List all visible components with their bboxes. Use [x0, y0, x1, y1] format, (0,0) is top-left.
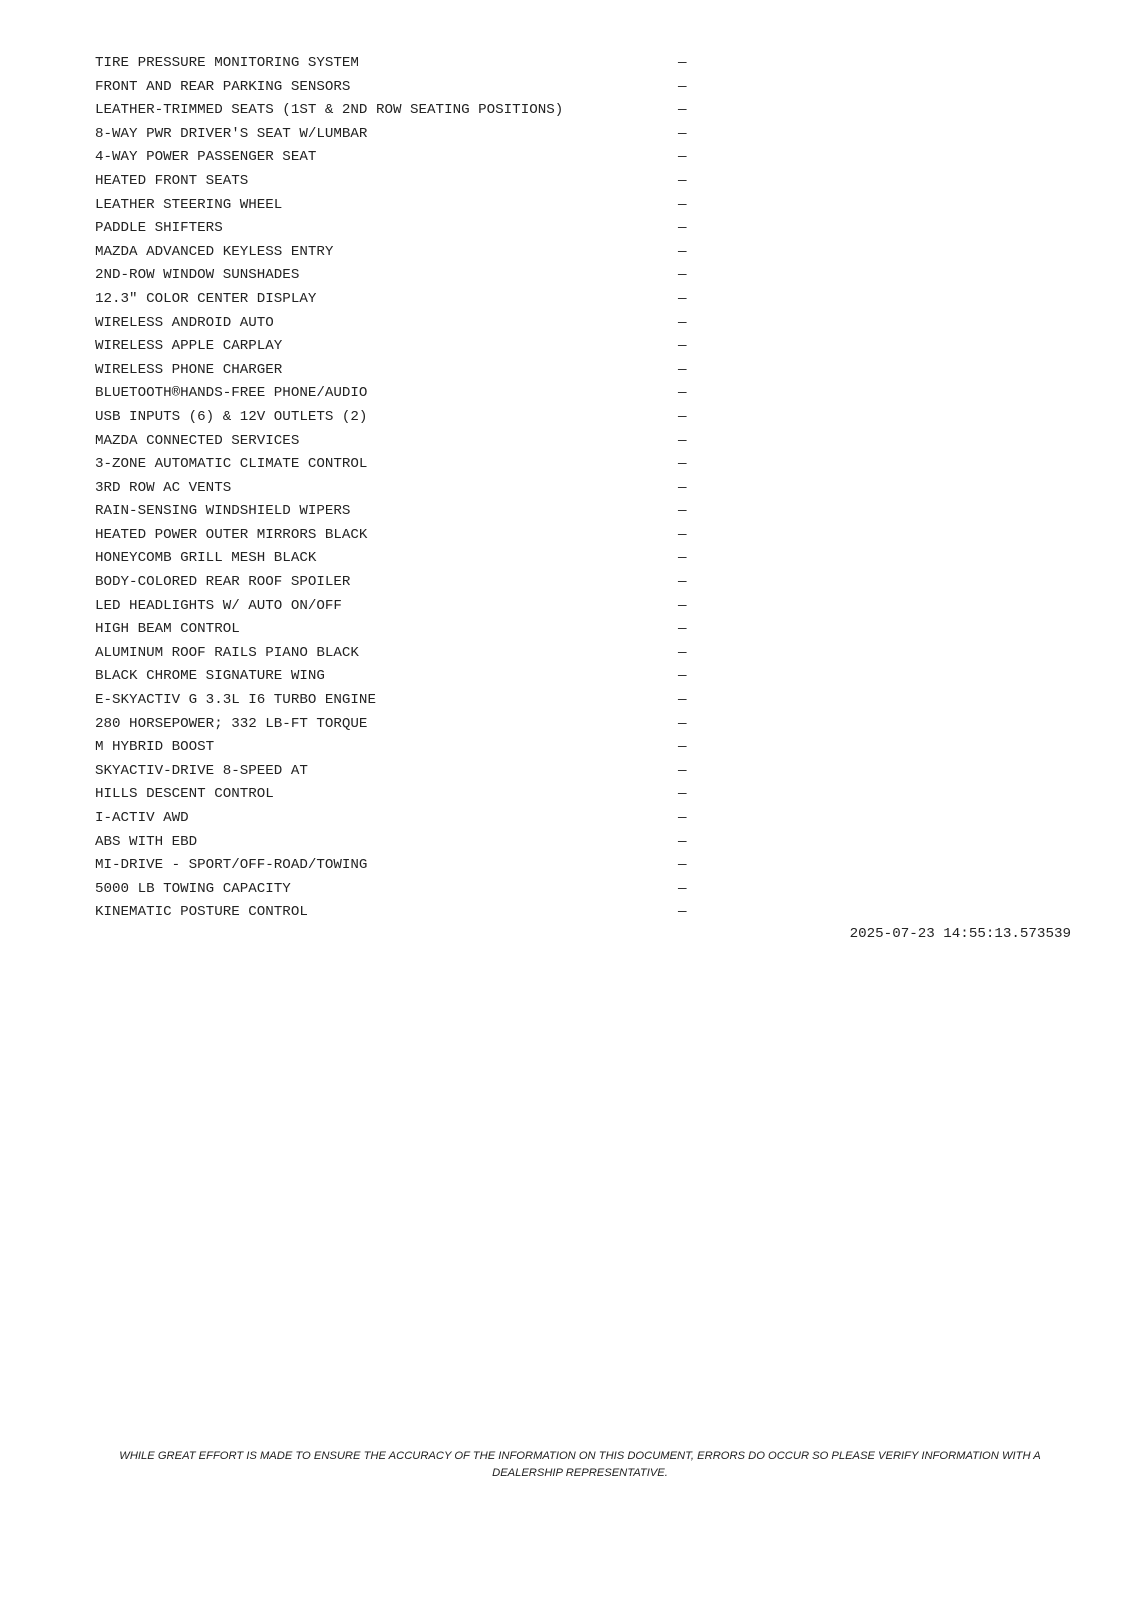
feature-label: RAIN-SENSING WINDSHIELD WIPERS — [95, 503, 351, 520]
feature-value: — — [678, 432, 687, 449]
feature-value: — — [678, 267, 687, 284]
feature-value: — — [678, 78, 687, 95]
feature-label: HILLS DESCENT CONTROL — [95, 786, 274, 803]
feature-label: PADDLE SHIFTERS — [95, 220, 223, 237]
feature-row — [95, 547, 695, 571]
feature-value: — — [678, 149, 687, 166]
feature-list — [95, 52, 695, 925]
feature-row — [95, 170, 695, 194]
feature-row — [95, 571, 695, 595]
feature-value: — — [678, 739, 687, 756]
feature-value: — — [678, 810, 687, 826]
feature-label: ALUMINUM ROOF RAILS PIANO BLACK — [95, 644, 359, 661]
feature-label: HONEYCOMB GRILL MESH BLACK — [95, 550, 317, 567]
feature-label: TIRE PRESSURE MONITORING SYSTEM — [95, 55, 359, 71]
feature-row — [95, 783, 695, 807]
feature-row — [95, 453, 695, 477]
feature-row — [95, 760, 695, 784]
feature-label: ABS WITH EBD — [95, 833, 198, 850]
feature-value: — — [678, 385, 687, 402]
feature-label: 280 HORSEPOWER; 332 LB-FT TORQUE — [95, 715, 368, 732]
feature-row — [95, 382, 695, 406]
feature-row — [95, 146, 695, 170]
feature-value: — — [678, 220, 687, 237]
feature-label: HIGH BEAM CONTROL — [95, 621, 240, 638]
feature-value: — — [678, 833, 687, 850]
feature-row — [95, 406, 695, 430]
feature-row — [95, 500, 695, 524]
feature-label: SKYACTIV-DRIVE 8-SPEED AT — [95, 762, 308, 779]
feature-value: — — [678, 857, 687, 874]
feature-row — [95, 736, 695, 760]
feature-label: BLACK CHROME SIGNATURE WING — [95, 668, 325, 685]
feature-label: WIRELESS APPLE CARPLAY — [95, 338, 283, 355]
feature-value: — — [678, 904, 687, 921]
feature-row — [95, 52, 695, 76]
feature-value: — — [678, 668, 687, 685]
feature-label: I-ACTIV AWD — [95, 810, 189, 826]
feature-value: — — [678, 574, 687, 591]
feature-row — [95, 901, 695, 925]
feature-row — [95, 878, 695, 902]
feature-row — [95, 359, 695, 383]
feature-row — [95, 264, 695, 288]
feature-row — [95, 807, 695, 831]
feature-value: — — [678, 621, 687, 638]
feature-value: — — [678, 290, 687, 307]
feature-value: — — [678, 479, 687, 496]
feature-row — [95, 430, 695, 454]
feature-label: FRONT AND REAR PARKING SENSORS — [95, 78, 351, 95]
feature-value: — — [678, 692, 687, 709]
feature-value: — — [678, 55, 687, 71]
feature-row — [95, 76, 695, 100]
feature-row — [95, 595, 695, 619]
feature-row — [95, 689, 695, 713]
feature-value: — — [678, 880, 687, 897]
feature-row — [95, 618, 695, 642]
feature-label: LEATHER STEERING WHEEL — [95, 196, 283, 213]
feature-value: — — [678, 361, 687, 378]
feature-row — [95, 524, 695, 548]
feature-label: BODY-COLORED REAR ROOF SPOILER — [95, 574, 351, 591]
feature-row — [95, 123, 695, 147]
feature-value: — — [678, 196, 687, 213]
feature-label: 4-WAY POWER PASSENGER SEAT — [95, 149, 317, 166]
feature-value: — — [678, 243, 687, 260]
feature-label: 8-WAY PWR DRIVER'S SEAT W/LUMBAR — [95, 125, 368, 142]
feature-value: — — [678, 102, 687, 119]
feature-label: 2ND-ROW WINDOW SUNSHADES — [95, 267, 300, 284]
feature-row — [95, 241, 695, 265]
feature-row — [95, 312, 695, 336]
feature-label: KINEMATIC POSTURE CONTROL — [95, 904, 308, 921]
feature-value: — — [678, 762, 687, 779]
feature-label: M HYBRID BOOST — [95, 739, 215, 756]
feature-label: HEATED POWER OUTER MIRRORS BLACK — [95, 526, 368, 543]
feature-row — [95, 665, 695, 689]
feature-value: — — [678, 786, 687, 803]
feature-value: — — [678, 456, 687, 473]
feature-value: — — [678, 644, 687, 661]
disclaimer-text: WHILE GREAT EFFORT IS MADE TO ENSURE THE ACCURACY OF THE INFORMATION ON THIS DOCUMENT, ERRORS DO OCCUR SO PLEASE VERIFY INFORMATION WITH A DEALERSHIP REPRESENTATIVE. — [119, 1450, 1041, 1479]
feature-value: — — [678, 172, 687, 189]
feature-row — [95, 99, 695, 123]
feature-value: — — [678, 503, 687, 520]
feature-row — [95, 335, 695, 359]
feature-label: MAZDA ADVANCED KEYLESS ENTRY — [95, 243, 334, 260]
feature-label: MAZDA CONNECTED SERVICES — [95, 432, 300, 449]
feature-label: HEATED FRONT SEATS — [95, 172, 249, 189]
feature-value: — — [678, 550, 687, 567]
feature-row — [95, 477, 695, 501]
feature-value: — — [678, 125, 687, 142]
feature-row — [95, 713, 695, 737]
feature-row — [95, 642, 695, 666]
feature-label: 5000 LB TOWING CAPACITY — [95, 880, 291, 897]
document-timestamp: 2025-07-23 14:55:13.573539 — [849, 926, 1071, 942]
feature-value: — — [678, 338, 687, 355]
feature-label: MI-DRIVE - SPORT/OFF-ROAD/TOWING — [95, 857, 368, 874]
feature-label: E-SKYACTIV G 3.3L I6 TURBO ENGINE — [95, 692, 376, 709]
feature-value: — — [678, 314, 687, 331]
feature-row — [95, 288, 695, 312]
feature-label: WIRELESS PHONE CHARGER — [95, 361, 283, 378]
feature-row — [95, 194, 695, 218]
feature-value: — — [678, 715, 687, 732]
feature-row — [95, 831, 695, 855]
feature-label: USB INPUTS (6) & 12V OUTLETS (2) — [95, 408, 368, 425]
feature-value: — — [678, 408, 687, 425]
feature-label: WIRELESS ANDROID AUTO — [95, 314, 274, 331]
feature-label: BLUETOOTH®HANDS-FREE PHONE/AUDIO — [95, 385, 368, 402]
feature-label: 3RD ROW AC VENTS — [95, 479, 232, 496]
feature-label: 12.3" COLOR CENTER DISPLAY — [95, 290, 317, 307]
feature-row — [95, 854, 695, 878]
feature-label: 3-ZONE AUTOMATIC CLIMATE CONTROL — [95, 456, 368, 473]
feature-label: LEATHER-TRIMMED SEATS (1ST & 2ND ROW SEATING POSITIONS) — [95, 102, 564, 119]
feature-row — [95, 217, 695, 241]
feature-value: — — [678, 597, 687, 614]
feature-value: — — [678, 526, 687, 543]
feature-label: LED HEADLIGHTS W/ AUTO ON/OFF — [95, 597, 342, 614]
